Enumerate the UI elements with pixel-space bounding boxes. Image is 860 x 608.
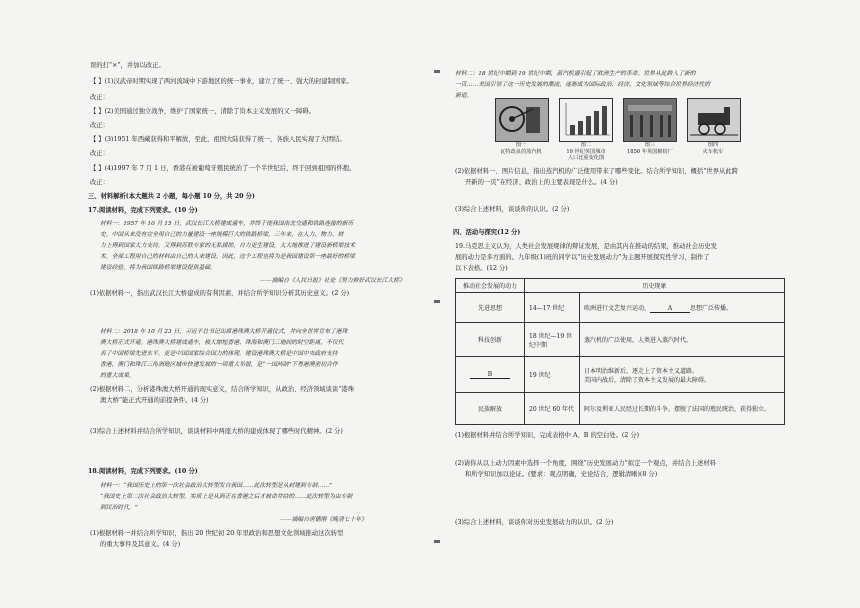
phenomenon-text-end: 思想广泛传播。 — [690, 304, 733, 312]
q18-material1-line1: 材料一：“我国历史上的第一次社会政治大转型发自我国……此次转型是从封建到专制……” — [100, 483, 333, 489]
figure-2-subtitle: 人口比重变化图 — [567, 155, 605, 161]
table-header-driver: 推动社会发展的动力 — [456, 279, 525, 293]
table-cell-phenomenon: 蒸汽机的广泛使用，人类进入蒸汽时代。 — [580, 323, 785, 357]
margin-mark — [434, 540, 440, 543]
judge-item-2: 【 】(2)美国通过独立战争，维护了国家统一，清除了资本主义发展的又一障碍。 — [90, 108, 316, 115]
blank-b[interactable]: B — [470, 371, 510, 379]
table-cell-driver: 科技创新 — [456, 323, 525, 357]
q17-material1-line1: 材料一：1957 年 10 月 15 日，武汉长江大桥建成通车，并终于使我国南北交通和铁路连接的新历 — [100, 221, 354, 227]
history-drivers-table — [455, 278, 785, 425]
q-2-line2: 开新的一页”在经济、政治上的主要表现是什么。(4 分) — [465, 179, 618, 186]
q-3: (3)综合上述材料，谈谈你的认识。(2 分) — [455, 206, 570, 213]
blank-a[interactable]: A — [650, 305, 690, 313]
phenomenon-text-2: 美国内战后，清除了资本主义发展的最大障碍。 — [584, 376, 711, 384]
q19-subquestion-2-line1: (2)请你从以上动力因素中选择一个角度，围绕“历史发展动力”拟定一个观点，并结合上述材料 — [455, 460, 716, 467]
q17-subquestion-2-line1: (2)根据材料二，分析港珠澳大桥开通的现实意义，结合所学知识，从政治、经济领域谈谈“港珠 — [90, 386, 355, 393]
figure-4-caption — [685, 142, 741, 155]
table-cell-driver: 民族解放 — [456, 393, 525, 425]
figure-4-title: 火车机车 — [702, 148, 724, 155]
q17-material2-line5: 的重大成果。 — [100, 373, 135, 379]
table-row — [456, 393, 785, 425]
figure-1-number: 图一 — [515, 142, 527, 148]
q18-material1-line2: “我国史上第二次社会政治大转型，实质上是从到正在香港之后才被命并结的……此次转型为由专制 — [100, 494, 353, 500]
instruction-line: 误的打“×”，并加以改正。 — [90, 62, 165, 69]
section-3-heading: 三、材料解析(本大题共 2 小题，每小题 10 分，共 20 分) — [88, 193, 255, 200]
q17-material1-source: ——摘编自《人民日报》社论《努力修好武汉长江大桥》 — [260, 278, 405, 284]
table-row — [456, 323, 785, 357]
question-18-heading: 18.阅读材料，完成下列要求。(10 分) — [88, 468, 198, 475]
q18-material1-line3: 到民治时代。” — [100, 505, 138, 511]
table-cell-phenomenon: 阿尔及利亚人民经过长期的斗争，摆脱了法国的殖民统治，获得独立。 — [580, 393, 785, 425]
table-cell-period: 14—17 世纪 — [525, 293, 580, 323]
table-cell-phenomenon — [580, 357, 785, 393]
correction-label-3: 改正： — [90, 150, 109, 157]
cotton-mill-image — [623, 98, 677, 142]
q17-material2-line3: 表了中国桥梁先进水平，更是中国国家综合国力的体现。建设港珠澳大桥是中国中央政府支持 — [100, 351, 338, 357]
material2-line3: 新道。 — [455, 93, 473, 99]
figure-2-title: 19 世纪英国城市 — [566, 148, 606, 155]
q17-material2-line1: 材料二：2018 年 10 月 23 日，习近平总书记出席港珠澳大桥开通仪式，并向全世界宣布了港珠 — [100, 329, 348, 335]
material2-line2: 一页……美国引领了这一历史发展的潮流，逐渐成为国际政治、经济、文化领域等综合世界经济性的 — [455, 82, 711, 88]
q18-subquestion-1-line1: (1)根据材料一并结合所学知识，指出 20 世纪初 20 年里政治和思想文化领域推动这次转型 — [90, 530, 344, 537]
q18-subquestion-1-line2: 的重大事件及其意义。(4 分) — [100, 541, 181, 548]
question-17-heading: 17.阅读材料，完成下列要求。(10 分) — [88, 207, 198, 214]
table-cell-phenomenon — [580, 293, 785, 323]
q17-subquestion-2-line2: 澳大桥”能正式开通的前提条件。(4 分) — [100, 397, 209, 404]
judge-item-4: 【 】(4)1997 年 7 月 1 日，香港在被葡萄牙殖民统治了一个半世纪后，终于回到祖国的怀抱。 — [90, 165, 356, 172]
table-cell-driver — [456, 357, 525, 393]
locomotive-image — [687, 98, 741, 142]
figure-2-caption — [555, 142, 617, 162]
table-cell-period: 19 世纪 — [525, 357, 580, 393]
q17-subquestion-1: (1)依据材料一，指出武汉长江大桥建成的有利因素，并结合所学知识分析其历史意义。(2 分) — [90, 290, 350, 297]
left-column — [60, 0, 430, 608]
phenomenon-text: 欧洲进行文艺复兴运动， — [584, 304, 651, 312]
q19-intro-line2: 展的动力是多方面的。九年级(1)班的同学以“历史发展动力”为主题开展探究性学习，制作了 — [455, 254, 710, 261]
table-header-phenomenon: 历史现象 — [525, 279, 785, 293]
q-2-line1: (2)依据材料一、图片信息，指出蒸汽机的广泛使用带来了哪些变化。结合所学知识，概括“世界从此跨 — [455, 168, 738, 175]
section-4-heading: 四、活动与探究(12 分) — [453, 229, 521, 236]
table-row — [456, 293, 785, 323]
figure-1-title: 瓦特改良的蒸汽机 — [500, 148, 542, 155]
table-cell-period: 20 世纪 60 年代 — [525, 393, 580, 425]
q17-material1-line2: 史。中国从来没有完全用自己的力量建设一座规模巨大的铁路桥梁，三年来，在人力、物力、财 — [100, 232, 344, 238]
right-column — [455, 0, 800, 608]
table-row — [456, 357, 785, 393]
q17-material1-line5: 建设经验，将为我国铁路桥梁建设提供基础。 — [100, 265, 216, 271]
table-cell-driver: 先进思想 — [456, 293, 525, 323]
judge-item-1: 【 】(1)汉武帝时期实现了两河流域中下游地区的统一事业，建立了统一、强大的封建制国家。 — [90, 78, 353, 85]
q17-material2-line4: 香港、澳门和珠江三角洲地区城市快速发展的一项重大举措，是“一国两制”下粤港澳密切合作 — [100, 362, 338, 368]
margin-mark — [434, 300, 440, 303]
q19-subquestion-1: (1)根据材料并结合所学知识，完成表格中 A、B 的空白处。(2 分) — [455, 432, 640, 439]
correction-label-1: 改正： — [90, 94, 109, 101]
figure-2-number: 图二 — [580, 142, 592, 148]
table-cell-period: 18 世纪—19 世纪中期 — [525, 323, 580, 357]
q17-material1-line4: 术。全部工程用自己的材料由自己的人来建设，因此，这个工程也将为是我国建设第一座最好的桥梁 — [100, 254, 356, 260]
q19-subquestion-3: (3)综合上述材料，谈谈你对历史发展动力的认识。(2 分) — [455, 519, 614, 526]
q19-intro-line1: 19.马克思主义认为，人类社会发展规律的辩证发展，是由其内在推动的结果，推动社会历史发 — [455, 243, 717, 250]
figure-4-number: 图四 — [707, 142, 719, 148]
figure-3-caption — [617, 142, 683, 155]
population-bar-chart-image — [559, 98, 613, 142]
figure-3-title: 1850 年英国棉纺厂 — [627, 148, 673, 155]
q17-subquestion-3: (3)综合上述材料并结合所学知识，谈谈材料中两座大桥的建成体现了哪些时代精神。(2 分) — [90, 428, 343, 435]
q17-material1-line3: 力上得到国家大力支持，又得到苏联专家的无私援助，自力更生建设，大大地推进了建设新桥梁技术 — [100, 243, 356, 249]
q18-material1-source: ——摘编自唐德刚《晚清七十年》 — [280, 517, 367, 523]
judge-item-3: 【 】(3)1951 年西藏获得和平解放，至此，祖国大陆获得了统一，各族人民实现了大团结。 — [90, 136, 346, 143]
correction-label-4: 改正： — [90, 179, 109, 186]
correction-label-2: 改正： — [90, 122, 109, 129]
phenomenon-text: 日本明治维新后，逐走上了资本主义道路。 — [584, 367, 699, 375]
steam-engine-image — [495, 98, 549, 142]
figure-1-caption — [491, 142, 551, 155]
q19-subquestion-2-line2: 和所学知识加以论证。(要求：观点明确，史论结合，逻辑清晰)(8 分) — [465, 471, 658, 478]
material2-line1: 材料二：18 世纪中期到 19 世纪中期，蒸汽机器引起了欧洲生产的革命。世界从此跨入了新的 — [455, 71, 696, 77]
margin-mark — [434, 70, 440, 73]
figure-3-number: 图三 — [644, 142, 656, 148]
q17-material2-line2: 澳大桥正式开通。港珠澳大桥建成通车，极大缩短香港、珠海和澳门三地间的时空距离，不仅代 — [100, 340, 344, 346]
q19-intro-line3: 以下表格。(12 分) — [455, 265, 508, 272]
